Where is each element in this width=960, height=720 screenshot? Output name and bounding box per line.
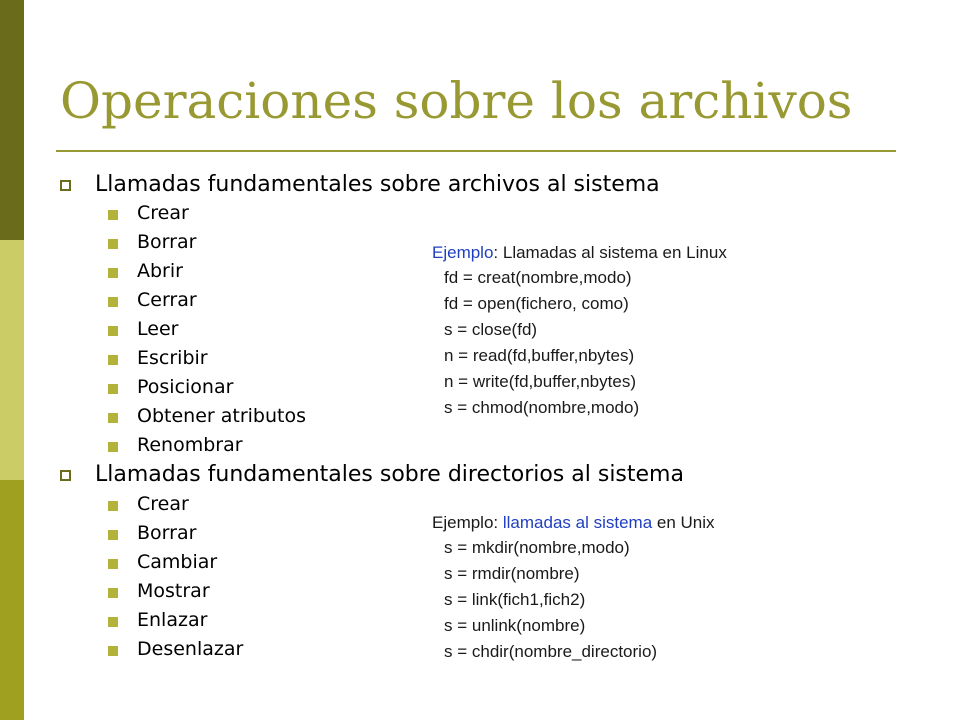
code-line: n = read(fd,buffer,nbytes) [444, 346, 635, 365]
list-item: Mostrar [108, 577, 243, 606]
example-label: Ejemplo: Llamadas al sistema en Linux [432, 243, 727, 262]
example-label: Ejemplo: llamadas al sistema en Unix [432, 513, 715, 532]
list-item: Escribir [108, 344, 306, 373]
list-item: Renombrar [108, 431, 306, 460]
list-item: Crear [108, 490, 243, 519]
sidebar-accent-middle [0, 240, 24, 480]
code-line: s = chmod(nombre,modo) [444, 398, 640, 417]
code-line: fd = open(fichero, como) [444, 294, 629, 313]
list-item: Crear [108, 199, 306, 228]
files-heading-text: Llamadas fundamentales sobre archivos al sistema [95, 172, 660, 197]
list-item: Posicionar [108, 373, 306, 402]
list-item: Cerrar [108, 286, 306, 315]
list-item: Abrir [108, 257, 306, 286]
directories-heading-text: Llamadas fundamentales sobre directorios al sistema [95, 462, 684, 487]
square-bullet-icon [108, 530, 118, 540]
title-divider [56, 150, 896, 152]
square-bullet-icon [108, 617, 118, 627]
list-item: Borrar [108, 519, 243, 548]
square-bullet-icon [108, 588, 118, 598]
files-operations-list [108, 199, 306, 460]
list-item: Obtener atributos [108, 402, 306, 431]
code-line: s = link(fich1,fich2) [444, 590, 586, 609]
list-item: Borrar [108, 228, 306, 257]
square-bullet-icon [108, 297, 118, 307]
square-bullet-icon [108, 413, 118, 423]
code-line: s = unlink(nombre) [444, 616, 586, 635]
list-item: Enlazar [108, 606, 243, 635]
code-line: s = close(fd) [444, 320, 538, 339]
list-item: Leer [108, 315, 306, 344]
directories-operations-list [108, 490, 243, 664]
square-bullet-icon [108, 326, 118, 336]
square-bullet-icon [108, 442, 118, 452]
hollow-square-bullet-icon [60, 470, 71, 481]
sidebar-accent-top [0, 0, 24, 240]
sidebar-accent-bottom [0, 480, 24, 720]
code-line: n = write(fd,buffer,nbytes) [444, 372, 636, 391]
code-line: s = chdir(nombre_directorio) [444, 642, 658, 661]
square-bullet-icon [108, 355, 118, 365]
square-bullet-icon [108, 210, 118, 220]
hollow-square-bullet-icon [60, 180, 71, 191]
square-bullet-icon [108, 239, 118, 249]
square-bullet-icon [108, 501, 118, 511]
list-item: Cambiar [108, 548, 243, 577]
code-line: fd = creat(nombre,modo) [444, 268, 632, 287]
slide-title: Operaciones sobre los archivos [60, 72, 853, 130]
code-line: s = mkdir(nombre,modo) [444, 538, 630, 557]
unix-syscall-example [432, 510, 715, 665]
square-bullet-icon [108, 646, 118, 656]
square-bullet-icon [108, 268, 118, 278]
square-bullet-icon [108, 384, 118, 394]
linux-syscall-example [432, 240, 727, 421]
square-bullet-icon [108, 559, 118, 569]
list-item: Desenlazar [108, 635, 243, 664]
code-line: s = rmdir(nombre) [444, 564, 580, 583]
